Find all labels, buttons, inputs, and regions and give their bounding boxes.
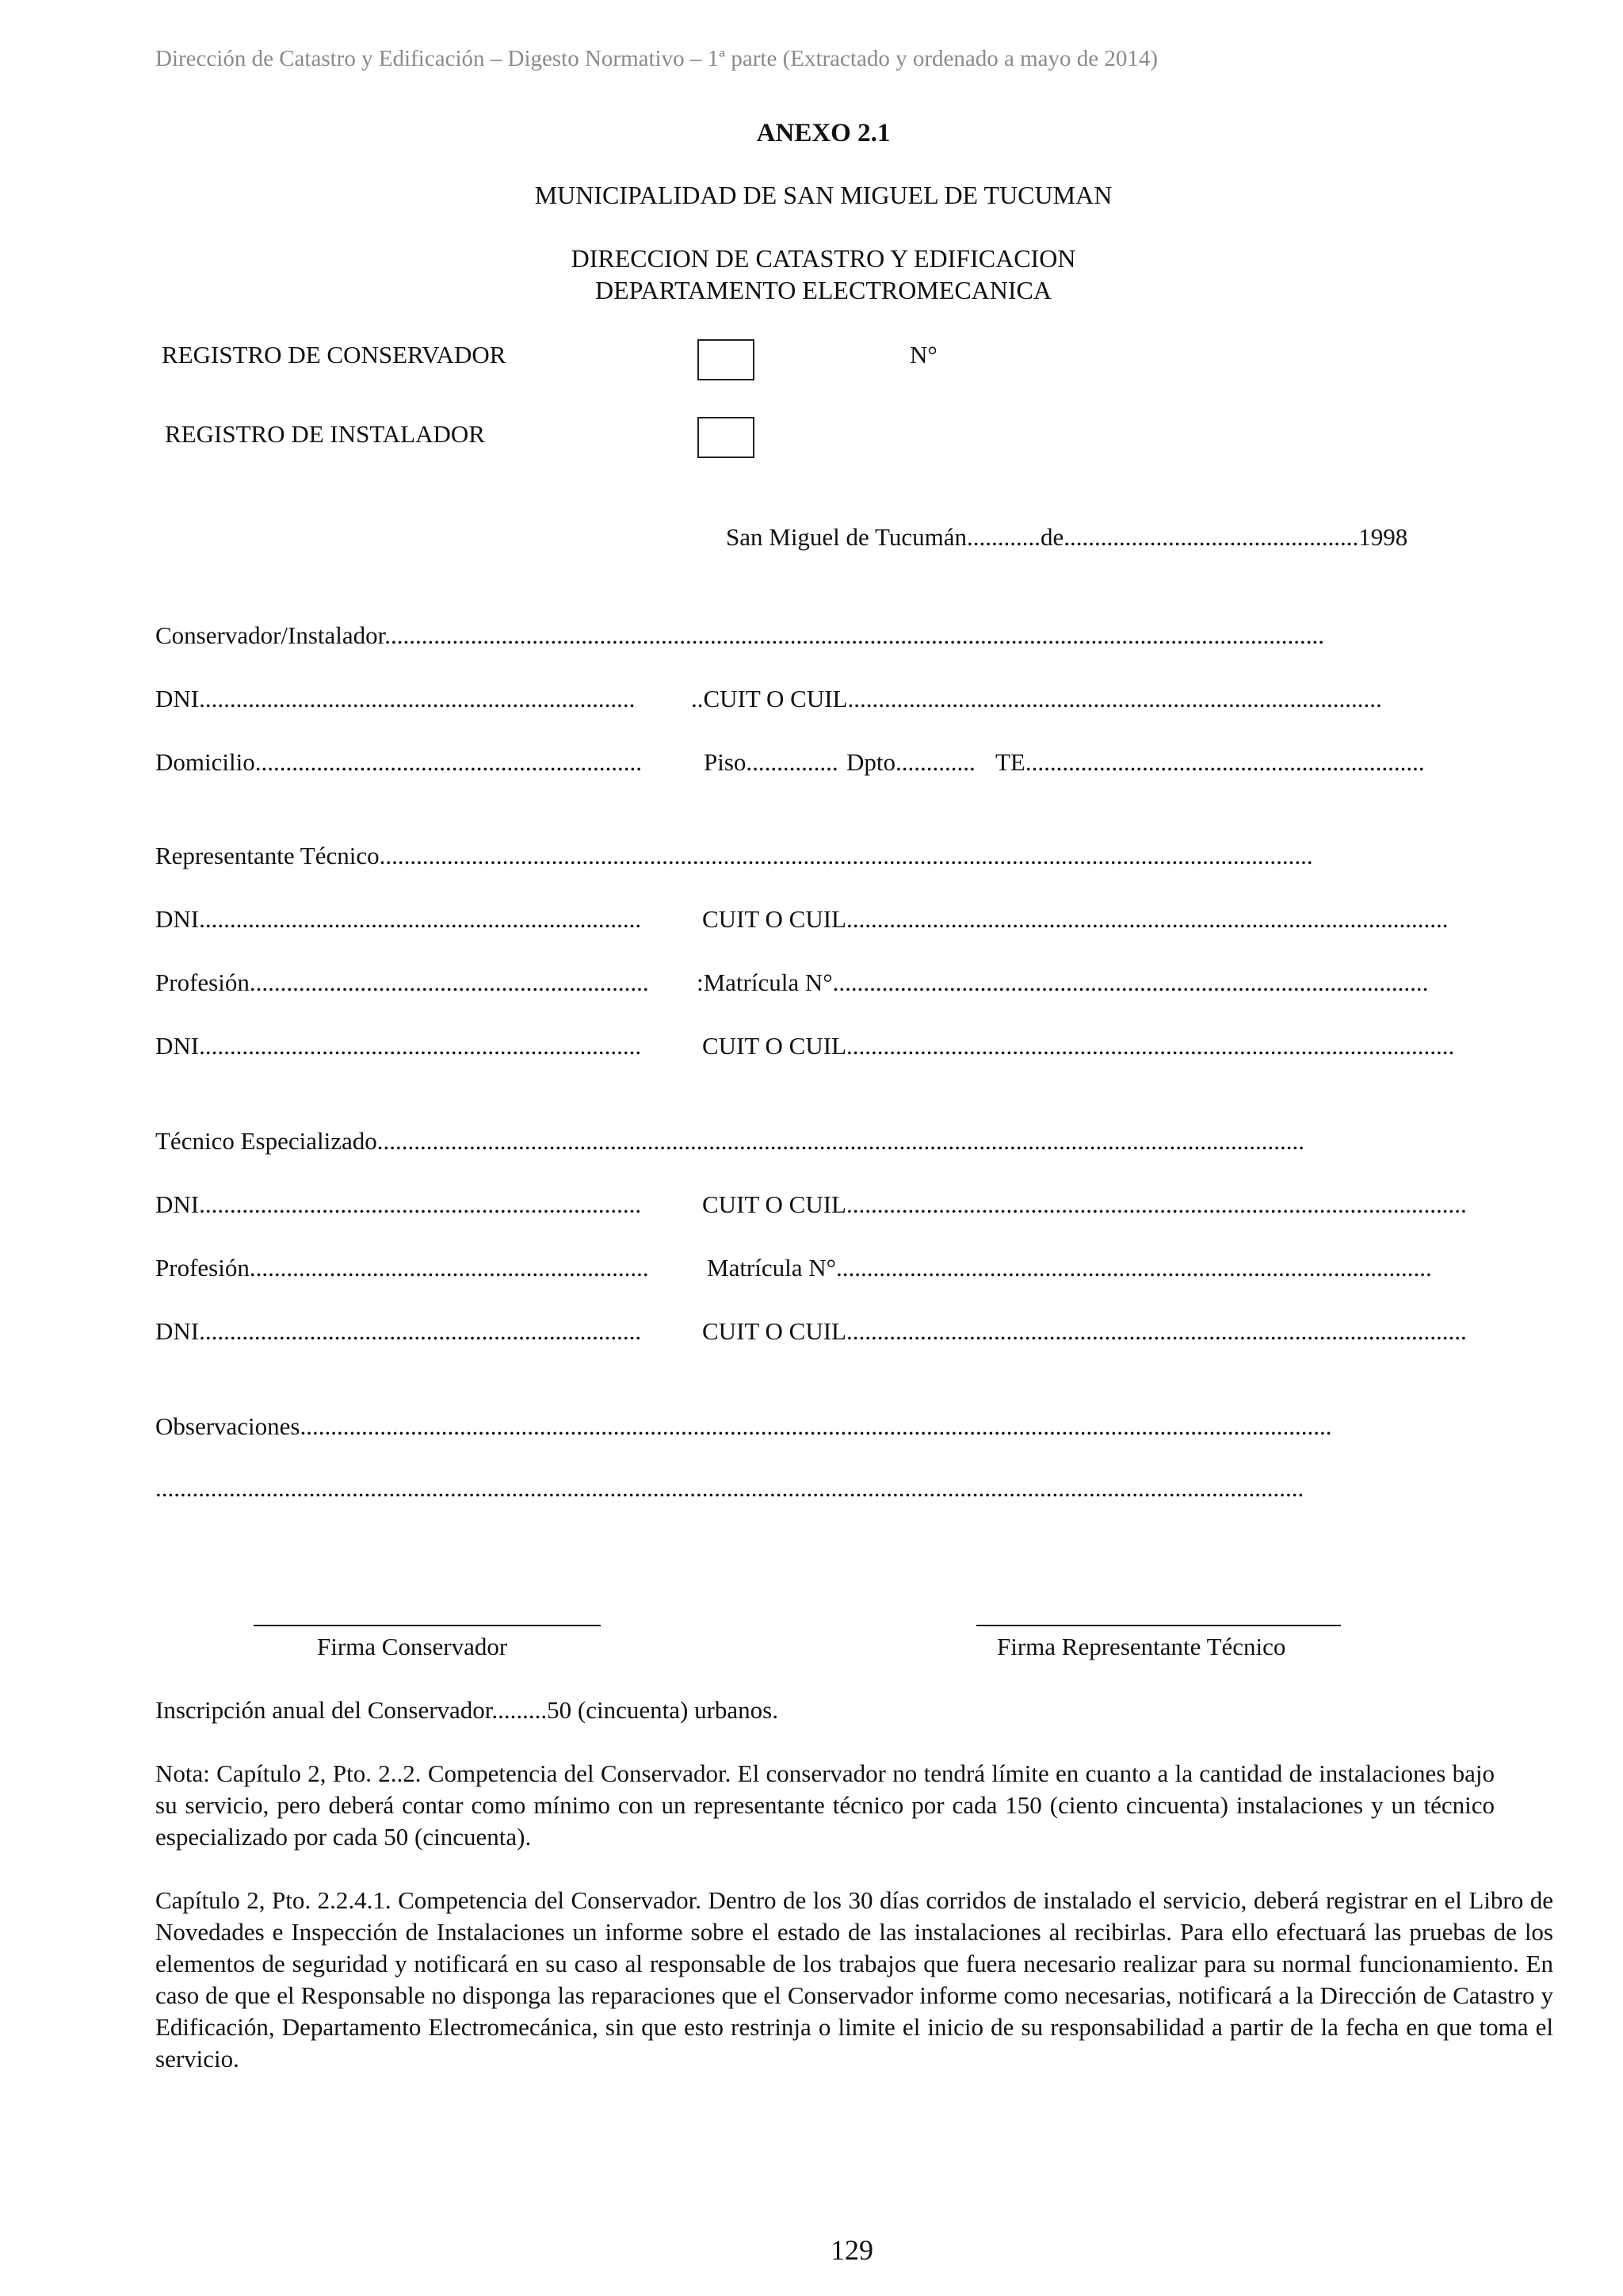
- domicilio-field[interactable]: Domicilio...............................................................: [155, 748, 642, 776]
- piso-field[interactable]: Piso...............: [704, 748, 838, 776]
- field-observaciones-cont[interactable]: [155, 1473, 1493, 1504]
- field-row-dni-3: [155, 1030, 1493, 1062]
- representante-field[interactable]: Representante Técnico........................................................................................................................................................: [155, 842, 1313, 869]
- matricula-field-1[interactable]: :Matrícula N°.................................................................................................: [697, 968, 1429, 996]
- department-title: DEPARTAMENTO ELECTROMECANICA: [595, 276, 1052, 304]
- observaciones-cont-field[interactable]: ...........................................................................................................................................................................................: [155, 1474, 1304, 1502]
- dni-field-2[interactable]: DNI........................................................................: [155, 905, 642, 933]
- signature-line-representante[interactable]: [976, 1625, 1341, 1626]
- note-paragraph: Nota: Capítulo 2, Pto. 2..2. Competencia del Conservador. El conservador no tendrá límite en cuanto a la cantidad de instalaciones bajo su servicio, pero deberá contar como mínimo con un representante técnico por cada 150 (ciento cincuenta) instalaciones y un técnico especializado por cada 50 (cincuenta).: [155, 1759, 1495, 1851]
- field-row-profesion-2: [155, 1252, 1493, 1284]
- matricula-field-2[interactable]: Matrícula N°.................................................................................................: [707, 1254, 1432, 1282]
- field-conservador[interactable]: [155, 620, 1493, 651]
- profesion-field-1[interactable]: Profesión.................................................................: [155, 968, 649, 996]
- cuit-field-4[interactable]: CUIT O CUIL.....................................................................................................: [702, 1190, 1467, 1218]
- dni-field-1[interactable]: DNI.......................................................................: [155, 685, 636, 712]
- dpto-field[interactable]: Dpto.............: [846, 748, 976, 776]
- field-row-dni-1: [155, 683, 1493, 715]
- dni-field-4[interactable]: DNI........................................................................: [155, 1190, 642, 1218]
- registry-conservador-checkbox[interactable]: [697, 339, 754, 380]
- registry-number-label: N°: [910, 341, 938, 369]
- field-representante[interactable]: [155, 840, 1493, 872]
- registry-instalador-checkbox[interactable]: [697, 417, 754, 458]
- field-observaciones[interactable]: [155, 1411, 1493, 1442]
- te-field[interactable]: TE.................................................................: [995, 748, 1425, 776]
- cuit-field-3[interactable]: CUIT O CUIL...................................................................................................: [702, 1032, 1455, 1060]
- signature-label-conservador: Firma Conservador: [317, 1633, 508, 1660]
- field-row-dni-5: [155, 1316, 1493, 1347]
- inscription-text: Inscripción anual del Conservador.........50 (cincuenta) urbanos.: [155, 1696, 778, 1724]
- direction-title: DIRECCION DE CATASTRO Y EDIFICACION: [571, 244, 1076, 273]
- conservador-field[interactable]: Conservador/Instalador.........................................................................................................................................................: [155, 621, 1325, 649]
- date-line[interactable]: San Miguel de Tucumán............de................................................1998: [726, 523, 1408, 551]
- field-row-profesion-1: [155, 967, 1493, 999]
- field-row-dni-2: [155, 904, 1493, 935]
- tecnico-field[interactable]: Técnico Especializado.......................................................................................................................................................: [155, 1127, 1304, 1155]
- cuit-field-5[interactable]: CUIT O CUIL.....................................................................................................: [702, 1317, 1467, 1345]
- profesion-field-2[interactable]: Profesión.................................................................: [155, 1254, 649, 1282]
- page-number: 129: [831, 2234, 873, 2266]
- chapter-paragraph: Capítulo 2, Pto. 2.2.4.1. Competencia del Conservador. Dentro de los 30 días corridos de instalado el servicio, deberá registrar en el Libro de Novedades e Inspección de Instalaciones un informe sobre el estado de las instalaciones al recibirlas. Para ello efectuará las pruebas de los elementos de seguridad y notificará en su caso al responsable de los trabajos que fuera necesario realizar para su normal funcionamiento. En caso de que el Responsable no disponga las reparaciones que el Conservador informe como necesarias, notificará a la Dirección de Catastro y Edificación, Departamento Electromecánica, sin que esto restrinja o limite el inicio de su responsabilidad a partir de la fecha en que toma el servicio.: [155, 1886, 1553, 2073]
- registry-conservador-label: REGISTRO DE CONSERVADOR: [162, 341, 506, 369]
- field-row-dni-4: [155, 1189, 1493, 1221]
- running-header: Dirección de Catastro y Edificación – Digesto Normativo – 1ª parte (Extractado y ordenado a mayo de 2014): [155, 46, 1159, 71]
- field-row-domicilio: [155, 747, 1493, 778]
- observaciones-field[interactable]: Observaciones........................................................................................................................................................................: [155, 1412, 1332, 1440]
- dni-field-5[interactable]: DNI........................................................................: [155, 1317, 642, 1345]
- registry-instalador-label: REGISTRO DE INSTALADOR: [165, 420, 485, 448]
- municipality-title: MUNICIPALIDAD DE SAN MIGUEL DE TUCUMAN: [534, 181, 1113, 209]
- signature-label-representante: Firma Representante Técnico: [997, 1633, 1286, 1660]
- field-tecnico[interactable]: [155, 1125, 1493, 1157]
- cuit-field-1[interactable]: ..CUIT O CUIL.......................................................................................: [691, 685, 1382, 712]
- annex-title: ANEXO 2.1: [756, 119, 891, 147]
- cuit-field-2[interactable]: CUIT O CUIL..................................................................................................: [702, 905, 1449, 933]
- dni-field-3[interactable]: DNI........................................................................: [155, 1032, 642, 1060]
- signature-line-conservador[interactable]: [254, 1625, 601, 1626]
